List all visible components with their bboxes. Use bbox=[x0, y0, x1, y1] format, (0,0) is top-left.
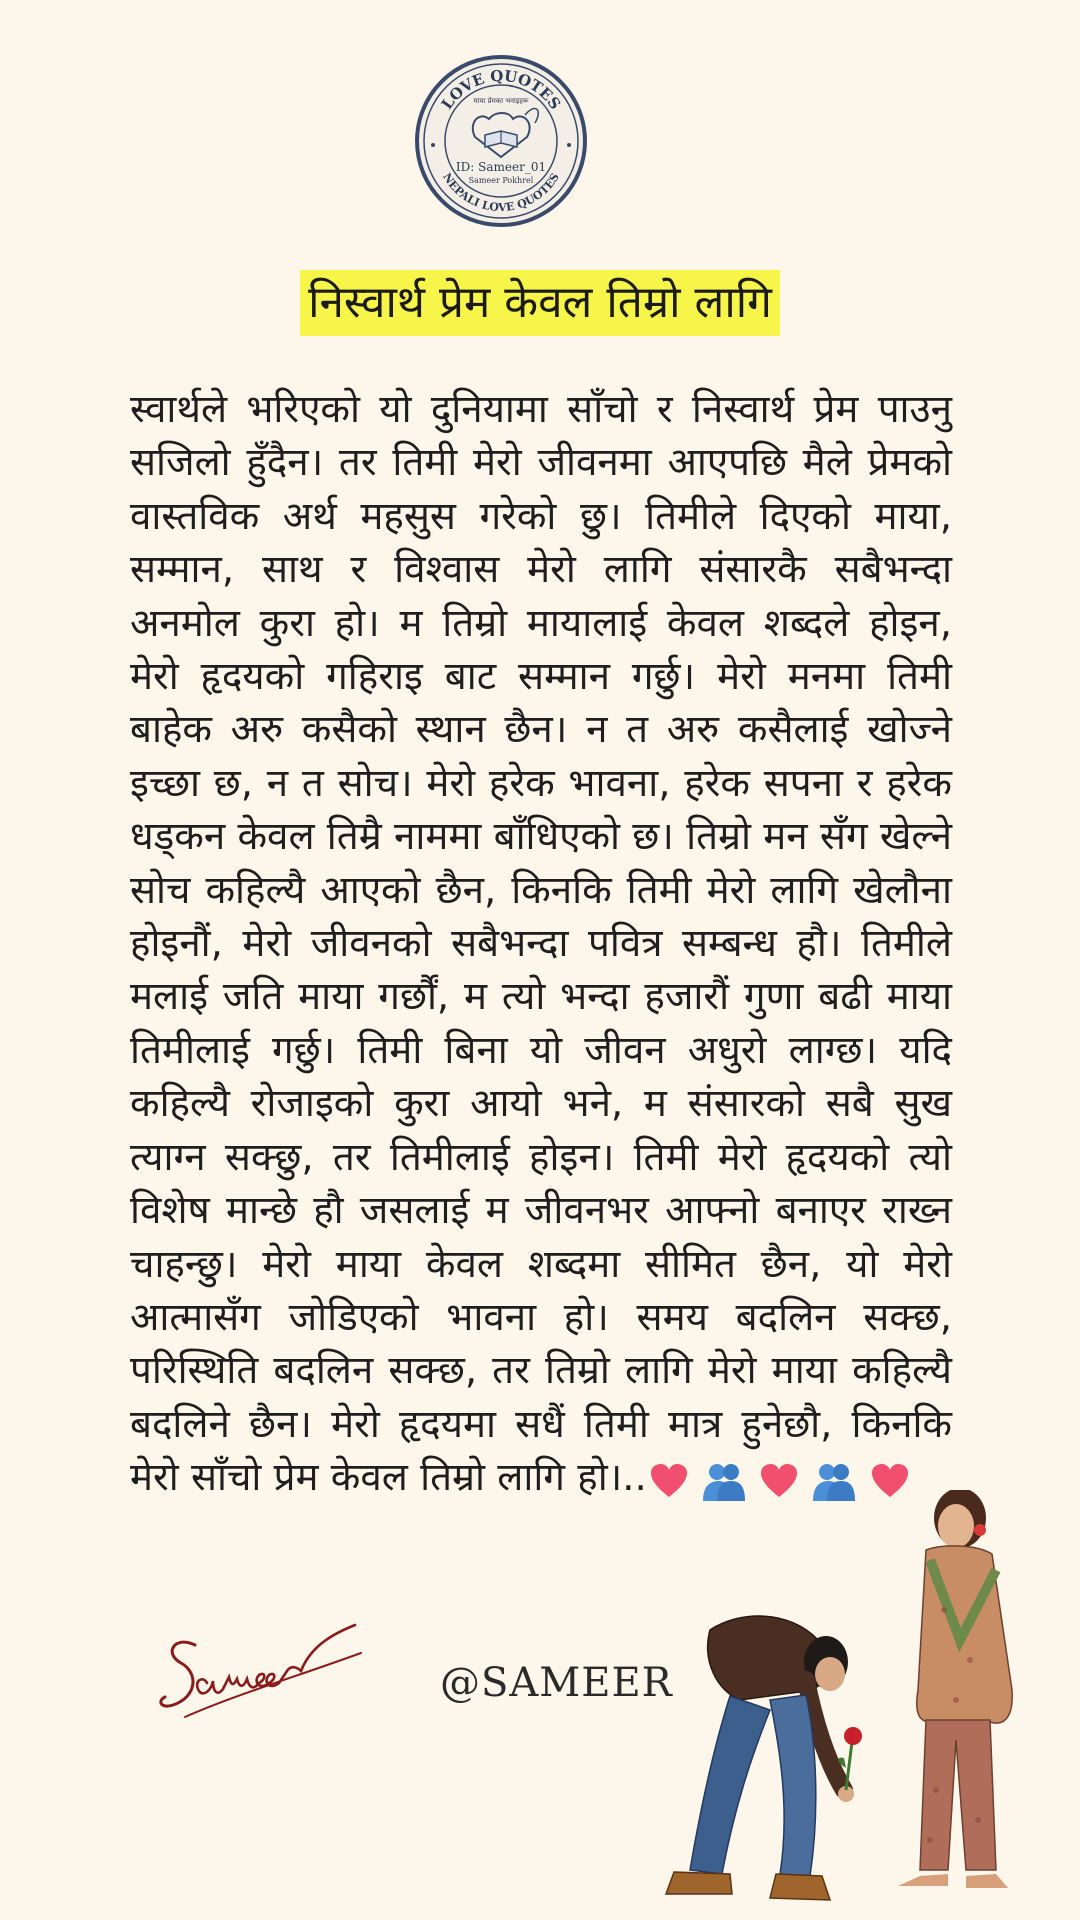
quote-ending: हो।.. bbox=[577, 1455, 647, 1501]
man-figure bbox=[666, 1616, 854, 1900]
stamp-logo bbox=[413, 53, 589, 229]
quote-body bbox=[130, 383, 952, 1506]
stamp-name: Sameer Pokhrel bbox=[468, 176, 534, 185]
stamp-id: ID: Sameer_01 bbox=[455, 160, 547, 174]
signature-image bbox=[155, 1605, 375, 1735]
stamp-bottom-arc: NEPALI LOVE QUOTES bbox=[440, 170, 562, 215]
stamp-subtitle: माया प्रेमका भनाइहरू bbox=[473, 97, 529, 105]
quote-text: स्वार्थले भरिएको यो दुनियामा साँचो र निस्वार्थ प्रेम पाउनु सजिलो हुँदैन। तर तिमी मेरो जीवनमा आएपछि मैले प्रेमको वास्तविक अर्थ महसुस गरेको छु। तिमीले दिएको माया, सम्मान, साथ र विश्वास मेरो लागि संसारकै सबैभन्दा अनमोल कुरा हो। म तिम्रो मायालाई केवल शब्दले होइन, मेरो हृदयको गहिराइ बाट सम्मान गर्छु। मेरो मनमा तिमी बाहेक अरु कसैको स्थान छैन। न त अरु कसैलाई खोज्ने इच्छा छ, न त सोच। मेरो हरेक भावना, हरेक सपना र हरेक धड्कन केवल तिम्रै नाममा बाँधिएको छ। तिम्रो मन सँग खेल्ने सोच कहिल्यै आएको छैन, किनकि तिमी मेरो लागि खेलौना होइनौं, मेरो जीवनको सबैभन्दा पवित्र सम्बन्ध हौ। तिमीले मलाई जति माया गर्छौं, म त्यो भन्दा हजारौं गुणा बढी माया तिमीलाई गर्छु। तिमी बिना यो जीवन अधुरो लाग्छ। यदि कहिल्यै रोजाइको कुरा आयो भने, म संसारको सबै सुख त्याग्न सक्छु, तर तिमीलाई होइन। तिमी मेरो हृदयको त्यो विशेष मान्छे हौ जसलाई म जीवनभर आफ्नो बनाएर राख्न चाहन्छु। मेरो माया केवल शब्दमा सीमित छैन, यो मेरो आत्मासँग जोडिएको भावना हो। समय बदलिन सक्छ, परिस्थिति बदलिन सक्छ, तर तिम्रो लागि मेरो माया कहिल्यै बदलिने छैन। मेरो हृदयमा सधैं तिमी मात्र हुनेछौ, किनकि मेरो साँचो प्रेम केवल तिम्रो लागि bbox=[130, 387, 952, 1501]
couple-illustration bbox=[630, 1490, 1080, 1920]
page-title: निस्वार्थ प्रेम केवल तिम्रो लागि bbox=[300, 270, 780, 336]
title-container bbox=[0, 270, 1080, 336]
woman-figure bbox=[898, 1490, 1012, 1888]
stamp-top-arc: LOVE QUOTES bbox=[437, 66, 565, 113]
author-handle: @SAMEER bbox=[440, 1660, 673, 1706]
